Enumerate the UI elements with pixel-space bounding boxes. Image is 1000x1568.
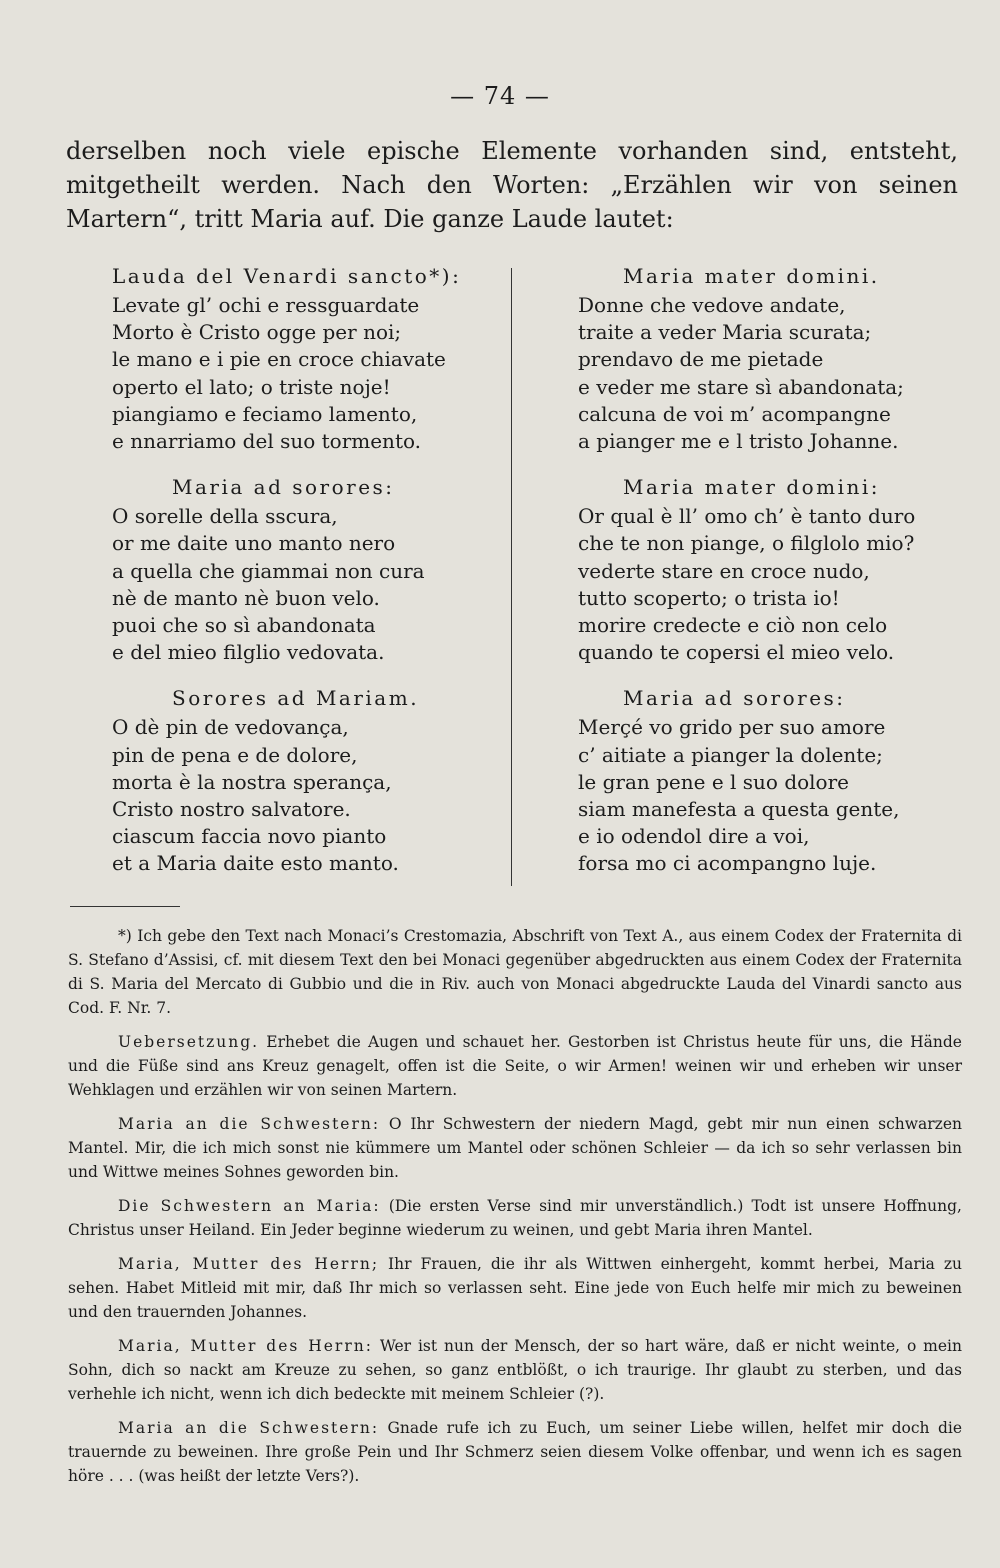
verse-line: calcuna de voi m’ acompangne <box>578 401 891 426</box>
verse-line: vederte stare en croce nudo, <box>578 558 870 583</box>
verse-line: traite a veder Maria scurata; <box>578 320 872 345</box>
verse-line: c’ aitiate a pianger la dolente; <box>578 742 883 767</box>
stanza <box>112 473 512 666</box>
translation-text: O Ihr Schwestern der niedern Magd, gebt mir nun einen schwarzen Mantel. Mir, die ich mich sonst nie kümmere um Mantel oder schönen Schleier — da ich so sehr verlassen bin und Wittwe meines Sohnes geworden bin. <box>68 1115 962 1181</box>
translation-label: Uebersetzung. <box>118 1033 260 1051</box>
footnotes <box>68 924 962 1498</box>
verse-line: che te non piange, o filglolo mio? <box>578 531 915 556</box>
translation-text: Ihr Frauen, die ihr als Wittwen einhergeht, kommt herbei, Maria zu sehen. Habet Mitleid mit mir, daß Ihr mich so verlassen seht. Eine jede von Euch helfe mir mich zu beweinen und den trauernden Johannes. <box>68 1255 962 1321</box>
translation-label: Die Schwestern an Maria: <box>118 1197 381 1215</box>
verse-line: nè de manto nè buon velo. <box>112 585 380 610</box>
verse-line: ciascum faccia novo pianto <box>112 824 387 849</box>
translation-paragraph <box>68 1194 962 1242</box>
verse-line: a quella che giammai non cura <box>112 558 425 583</box>
verse-line: le mano e i pie en croce chiavate <box>112 347 446 372</box>
verse-line: tutto scoperto; o trista io! <box>578 585 840 610</box>
stanza-heading: Maria ad sorores: <box>172 475 395 500</box>
footnote-source: *) Ich gebe den Text nach Monaci’s Crestomazia, Abschrift von Text A., aus einem Codex der Fraternita di S. Stefano d’Assisi, cf. mit diesem Text den bei Monaci gegenüber abgedruckten aus einem Codex der Fraternita di S. Maria del Mercato di Gubbio und die in Riv. auch von Monaci abgedruckte Lauda del Vinardi sancto aus Cod. F. Nr. 7. <box>68 927 962 1017</box>
stanza-heading: Maria mater domini: <box>623 475 881 500</box>
verse-line: Morto è Cristo ogge per noi; <box>112 320 402 345</box>
footnote-rule <box>70 906 180 907</box>
translation-text: (Die ersten Verse sind mir unverständlich.) Todt ist unsere Hoffnung, Christus unser Heiland. Ein Jeder beginne wiederum zu weinen, und gebt Maria ihren Mantel. <box>68 1197 962 1239</box>
translation-paragraph <box>68 1334 962 1406</box>
verse-line: morta è la nostra sperança, <box>112 769 392 794</box>
verse-line: siam manefesta a questa gente, <box>578 797 900 822</box>
verse-line: pin de pena e de dolore, <box>112 742 358 767</box>
verse-line: quando te copersi el mieo velo. <box>578 640 895 665</box>
stanza-heading: Maria mater domini. <box>623 264 880 288</box>
poem-right-column <box>578 262 978 896</box>
verse-line: e nnarriamo del suo tormento. <box>112 429 422 454</box>
verse-line: forsa mo ci acompangno luje. <box>578 851 877 876</box>
verse-line: operto el lato; o triste noje! <box>112 374 391 399</box>
stanza <box>578 262 978 455</box>
verse-line: e veder me stare sì abandonata; <box>578 374 904 399</box>
translation-text: Erhebet die Augen und schauet her. Gestorben ist Christus heute für uns, die Hände und die Füße sind ans Kreuz genagelt, offen ist die Seite, o wir Armen! weinen wir und erheben wir unser Wehklagen und erzählen wir von seinen Martern. <box>68 1033 962 1099</box>
verse-line: puoi che so sì abandonata <box>112 613 376 638</box>
intro-paragraph <box>66 134 958 236</box>
stanza <box>578 473 978 666</box>
stanza <box>112 262 512 455</box>
translation-paragraph <box>68 1416 962 1488</box>
verse-line: e io odendol dire a voi, <box>578 824 810 849</box>
translation-paragraph <box>68 1030 962 1102</box>
translation-text: Gnade rufe ich zu Euch, um seiner Liebe willen, helfet mir doch die trauernde zu beweinen. Ihre große Pein und Ihr Schmerz seien diesem Volke offenbar, und wenn ich es sagen höre . . . (was heißt der letzte Vers?). <box>68 1419 963 1485</box>
stanza-heading: Sorores ad Mariam. <box>172 686 420 711</box>
verse-line: Merçé vo grido per suo amore <box>578 715 886 740</box>
intro-text: derselben noch viele epische Elemente vorhanden sind, entsteht, mitgetheilt werden. Nach den Worten: „Erzählen wir von seinen Martern“, tritt Maria auf. Die ganze Laude lautet: <box>66 137 958 233</box>
stanza <box>112 684 512 877</box>
verse-line: O dè pin de vedovança, <box>112 715 349 740</box>
verse-line: or me daite uno manto nero <box>112 531 396 556</box>
translation-paragraph <box>68 1252 962 1324</box>
verse-line: prendavo de me pietade <box>578 347 824 372</box>
page-number: — 74 — <box>450 82 550 110</box>
translation-label: Maria, Mutter des Herrn; <box>118 1255 380 1273</box>
verse-line: le gran pene e l suo dolore <box>578 769 849 794</box>
translation-text: Wer ist nun der Mensch, der so hart wäre, daß er nicht weinte, o mein Sohn, dich so nackt am Kreuze zu sehen, so ganz entblößt, o ich traurige. Ihr glaubt zu sterben, und das verhehle ich nicht, wenn ich dich bedeckte mit meinem Schleier (?). <box>68 1337 962 1403</box>
verse-line: a pianger me e l tristo Johanne. <box>578 429 899 454</box>
stanza-heading: Maria ad sorores: <box>623 686 846 711</box>
verse-line: e del mieo filglio vedovata. <box>112 640 385 665</box>
translation-label: Maria an die Schwestern: <box>118 1115 381 1133</box>
verse-line: Levate gl’ ochi e ressguardate <box>112 293 420 317</box>
translation-label: Maria, Mutter des Herrn: <box>118 1337 373 1355</box>
verse-line: Or qual è ll’ omo ch’ è tanto duro <box>578 504 916 529</box>
stanza-heading: Lauda del Venardi sancto*): <box>112 264 462 288</box>
verse-line: O sorelle della sscura, <box>112 504 338 529</box>
verse-line: Donne che vedove andate, <box>578 293 846 317</box>
stanza <box>578 684 978 877</box>
verse-line: morire credecte e ciò non celo <box>578 613 888 638</box>
verse-line: piangiamo e feciamo lamento, <box>112 401 418 426</box>
translation-paragraph <box>68 1112 962 1184</box>
translation-label: Maria an die Schwestern: <box>118 1419 380 1437</box>
verse-line: Cristo nostro salvatore. <box>112 797 351 822</box>
column-divider <box>511 268 512 886</box>
poem-left-column <box>112 262 512 896</box>
verse-line: et a Maria daite esto manto. <box>112 851 399 876</box>
